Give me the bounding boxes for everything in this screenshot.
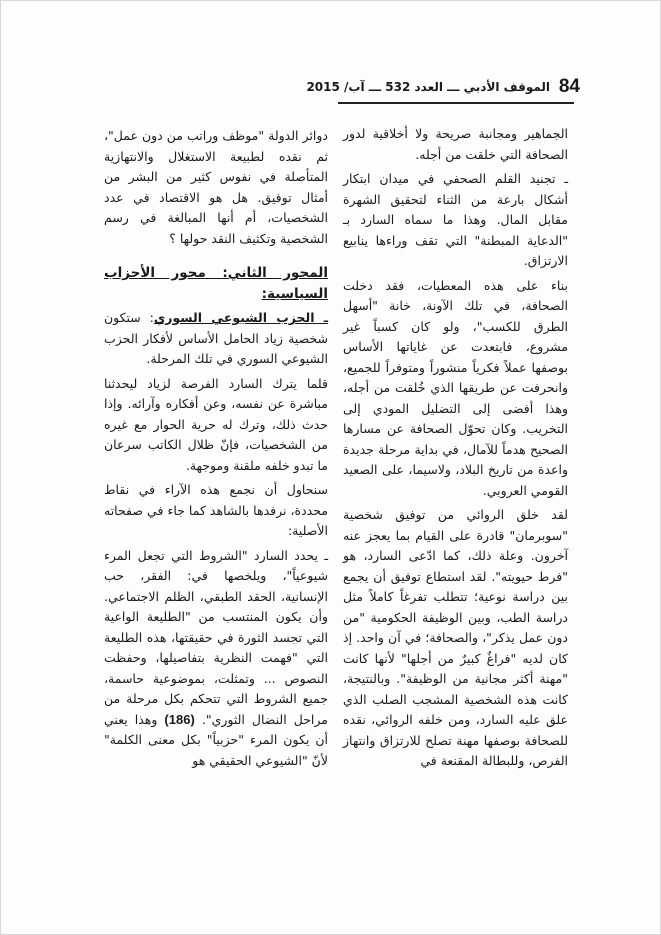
page-number: 84 <box>558 76 580 97</box>
paragraph: سنحاول أن نجمع هذه الآراء في نقاط محددة، نرفدها بالشاهد كما جاء في صفحاته الأصلية: <box>104 482 328 538</box>
page-header <box>306 76 580 102</box>
subsection-paragraph <box>104 308 328 370</box>
paragraph: الجماهير ومجانبة صريحة ولا أخلاقية لدور الصحافة التي خلقت من أجله. <box>343 126 568 162</box>
subheading: ـ الحزب الشيوعي السوري <box>153 310 328 325</box>
paragraph: قلما يترك السارد الفرصة لزياد ليحدثنا مباشرة عن نفسه، وعن أفكاره وآرائه. وإذا حدث ذلك، وترك له حرية الحوار مع غيره من الشخصيات، فإنّ ظلال الكاتب سرعان ما تبدو خلفه ملقنة وموجهة. <box>104 375 328 473</box>
section-heading: المحور الثاني: محور الأحزاب السياسية: <box>104 265 328 302</box>
paragraph <box>104 546 328 772</box>
paragraph: دوائر الدولة "موظف وراتب من دون عمل"، ثم نقده لطبيعة الاستغلال والانتهازية المتأصلة في نفوس كثير من البشر من أمثال توفيق. هل هو الاقتصاد في عدد الشخصيات، أم أنها المبالغة في رسم الشخصية وتكثيف النقد حولها ؟ <box>104 128 328 246</box>
paragraph: ـ تجنيد القلم الصحفي في ميدان ابتكار أشكال بارعة من الثناء لتحقيق الشهرة مقابل المال. وهذا ما سماه السارد بـ "الدعاية المبطنة" التي تقف وراءها ينابيع الارتزاق. <box>343 171 568 268</box>
paragraph: لقد خلق الروائي من توفيق شخصية "سوبرمان" قادرة على القيام بما يعجز عنه آخرون. وعلة ذلك، كما ادّعى السارد، هو "فرط حيويته". لقد استطاع توفيق أن يجمع بين دراسة نوعية؛ تتطلب تفرغاً كاملاً مثل دراسة الطب، وبين الوظيفة الحكومية "من دون عمل يذكر"، والصحافة؛ في آن واحد. إذ كان لديه "فراغٌ كبيرٌ من أجلها" لأنها كانت "مهنة أكثر مجانية من الوظيفة". وبالنتيجة، كانت هذه الشخصية المشجب الصلب الذي علق عليه السارد، ومن خلفه الروائي، نقده للصحافة بوصفها مهنة تصلح للارتزاق وانتهاز الفرص، وللبطالة المقنعة في <box>343 507 568 768</box>
subheading-text: : ستكون شخصية زياد الحامل الأساس لأفكار الحزب الشيوعي السوري في تلك المرحلة. <box>104 310 328 366</box>
paragraph-text: وهذا يعني أن يكون المرء "حزبياً" بكل معنى الكلمة" لأنّ "الشيوعي الحقيقي هو <box>104 711 328 768</box>
journal-title: الموقف الأدبي ـــ العدد 532 ـــ آب/ 2015 <box>306 80 550 94</box>
footnote-reference: (186) <box>164 711 195 727</box>
paragraph-text: ـ يحدد السارد "الشروط التي تجعل المرء شيوعياً"، ويلخصها في: الفقر، حب الإنسانية، الحقد الطبقي، الظلم الاجتماعي. وأن يكون المنتسب من "الطليعة الواعية التي تجسد الثورة في حقيقتها، هذه الطليعة التي "فهمت النظرية بتفاصيلها، وحفظت النصوص ... وتمثلت، بموضوعية حاسمة، جميع الشروط التي تتحكم بكل مرحلة من مراحل النضال الثوري". <box>104 547 328 727</box>
left-column <box>104 126 328 775</box>
header-rule <box>338 102 574 104</box>
paragraph: بناء على هذه المعطيات، فقد دخلت الصحافة، في تلك الآونة، خانة "أسهل الطرق للكسب"، ولو كان كسباً غير مشروع، فابتعدت عن غاياتها الأساس بوصفها عملاً فكرياً منشوراً ومتوفراً للجميع، وانحرفت عن طريقها الذي خُلقت من أجله، وهذا أفضى إلى التضليل المودي إلى التخريب. وكان تحوّل الصحافة عن مسارها الصحيح هدماً للآمال، في بداية مرحلة جديدة واعدة من تاريخ البلاد، ولاسيما، على الصعيد القومي العروبي. <box>343 277 568 498</box>
right-column <box>343 124 568 776</box>
